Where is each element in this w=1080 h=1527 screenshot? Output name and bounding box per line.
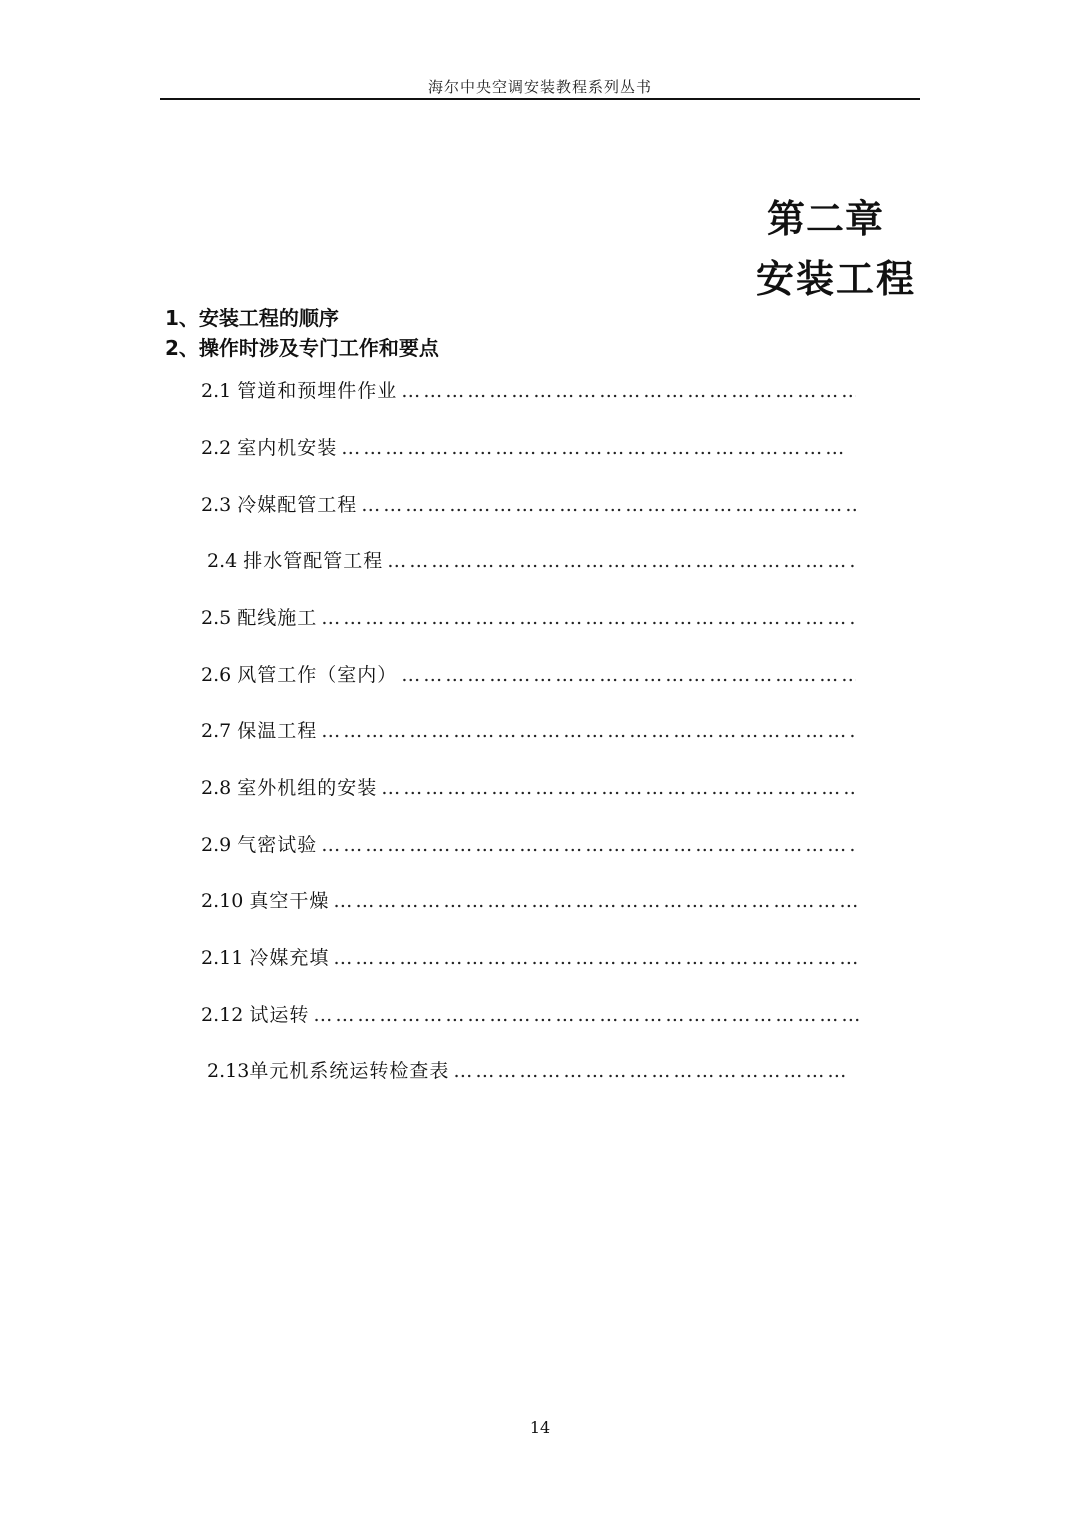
toc-dot-leader [321,607,856,629]
toc-entry [201,773,856,800]
toc-entry [201,716,856,743]
toc-entry [201,830,856,857]
running-header: 海尔中央空调安装教程系列丛书 [427,78,652,96]
chapter-title: 安装工程 [755,257,916,301]
toc-dot-leader [313,1004,859,1026]
toc-entry-title: 保温工程 [237,720,318,742]
toc-entry-title: 冷媒充填 [249,947,330,969]
toc-entry-title: 室外机组的安装 [237,777,378,799]
toc-entry-number: 2.10 [201,890,244,912]
toc-entry-number: 2.12 [201,1004,244,1026]
toc-dot-leader [341,437,849,459]
toc-dot-leader [321,834,856,856]
toc-dot-leader [361,494,856,516]
toc-entry-title: 真空干燥 [249,890,330,912]
header-rule [160,98,920,100]
toc-entry [201,943,859,970]
toc-entry-number: 2.13 [207,1060,250,1082]
toc-entry [201,603,856,630]
toc-entry-number: 2.4 [207,550,238,572]
toc-dot-leader [401,664,856,686]
toc-entry-title: 气密试验 [237,834,318,856]
toc-entry-number: 2.2 [201,437,232,459]
toc-entry-title: 风管工作（室内） [237,664,398,686]
toc-entry [207,1056,845,1083]
toc-entry-number: 2.9 [201,834,232,856]
toc-dot-leader [387,550,854,572]
toc-entry-title: 管道和预埋件作业 [237,380,398,402]
chapter-number: 第二章 [766,197,884,241]
toc-entry [201,660,856,687]
section-heading-1: 1、安装工程的顺序 [165,306,339,330]
toc-entry [201,1000,859,1027]
toc-entry [201,490,856,517]
toc-entry-number: 2.6 [201,664,232,686]
toc-entry-number: 2.5 [201,607,232,629]
toc-entry-number: 2.7 [201,720,232,742]
toc-entry [201,886,859,913]
toc-dot-leader [401,380,856,402]
toc-dot-leader [333,947,859,969]
toc-entry-number: 2.3 [201,494,232,516]
toc-dot-leader [321,720,856,742]
toc-entry [201,433,849,460]
toc-entry-title: 室内机安装 [237,437,338,459]
toc-entry-title: 试运转 [249,1004,310,1026]
toc-entry-number: 2.1 [201,380,232,402]
toc-dot-leader [453,1060,845,1082]
toc-entry-title: 排水管配管工程 [243,550,384,572]
toc-entry-number: 2.8 [201,777,232,799]
toc-entry-title: 冷媒配管工程 [237,494,358,516]
toc-dot-leader [381,777,856,799]
page-number: 14 [529,1418,551,1437]
toc-entry [201,376,856,403]
toc-entry [207,546,854,573]
toc-dot-leader [333,890,859,912]
section-heading-2: 2、操作时涉及专门工作和要点 [165,336,439,360]
toc-entry-number: 2.11 [201,947,244,969]
toc-entry-title: 单元机系统运转检查表 [249,1060,450,1082]
toc-entry-title: 配线施工 [237,607,318,629]
